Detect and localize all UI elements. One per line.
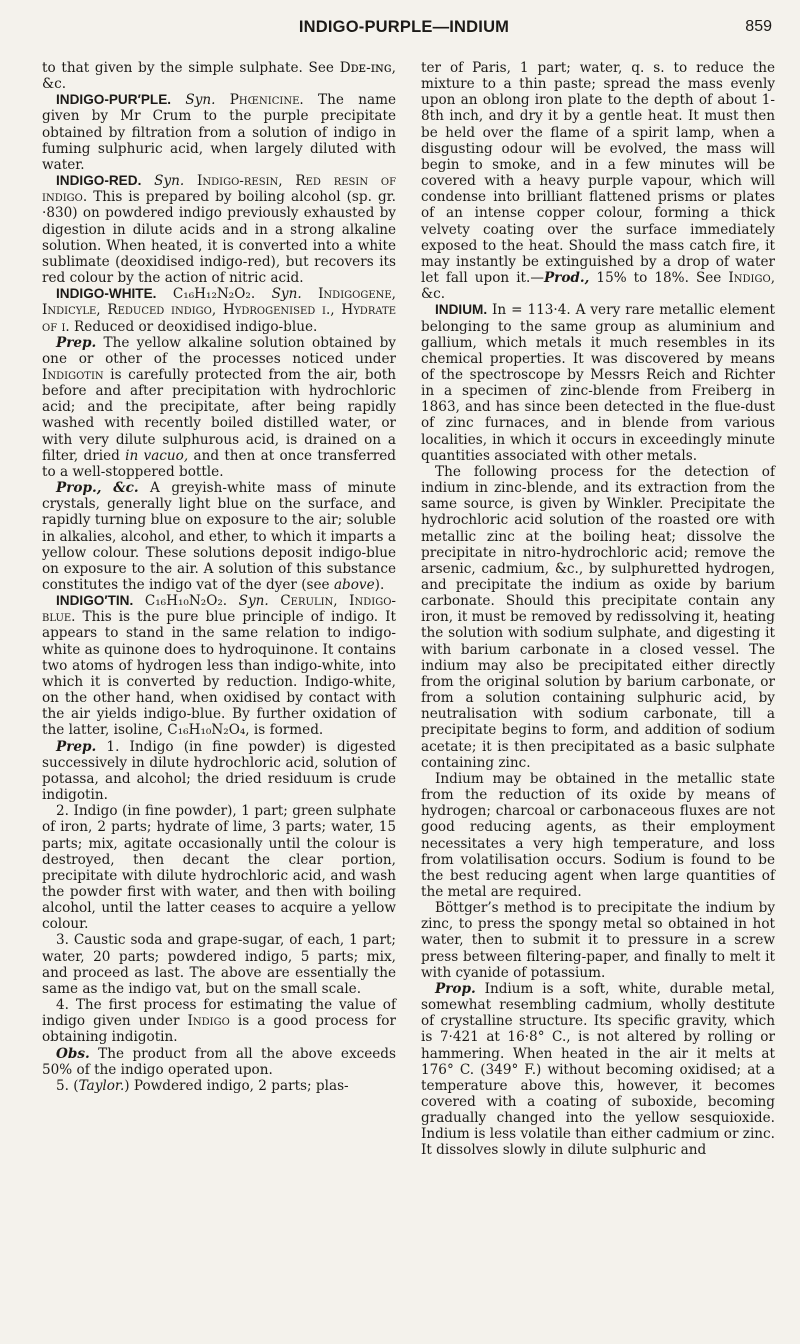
section-label: Prop., &c. [56,480,139,497]
method-paragraph [42,803,396,932]
text: , &c. [421,270,776,303]
method-paragraph [42,1078,396,1094]
entry-text: The name given by Mr Crum to the purple precipitate obtained by filtration from a solution of indigo in fuming sulphuric acid, when largely diluted with water. [42,92,396,173]
method-paragraph [42,997,396,1045]
section-label: Prop. [435,980,476,997]
headword: INDIGO-WHITE. [56,286,157,302]
entry-indigo-purple [42,92,396,173]
right-column [421,60,775,1159]
headword: INDIGO-PUR′PLE. [56,92,172,108]
italic-text: Prod., [543,270,590,287]
text: Indium is a soft, white, durable metal, somewhat resembling cadmium, wholly destitute of crystalline structure. Its specific gravity, which is 7·421 at 16·8° C., is not altered by rolling or hammering. When heated in the air it melts at 176° C. (349° F.) without becoming oxidised; at a temperature above this, however, it becomes covered with a coating of suboxide, becoming gradually changed into the yellow sesquioxide. Indium is less volatile than either cadmium or zinc. It dissolves slowly in dilute sulphuric and [421,980,775,1159]
process-paragraph [421,464,775,771]
formula: C₁₆H₁₀N₂O₂. [144,593,228,610]
text: 5. ( [56,1077,79,1094]
text: 1. Indigo (in fine powder) is digested successively in dilute hydrochloric acid, solution of potassa, and alcohol; the dried residuum is crude indigotin. [42,738,396,804]
left-column [42,60,396,1094]
synonym: Cerulin, Indigo-blue. [42,593,396,626]
synonym: Indigo-resin, Red resin of indigo. [42,173,397,206]
text: ). [374,577,385,593]
page-number: 859 [745,18,772,35]
entry-indigo-red [42,173,396,286]
page-header [36,6,772,50]
bottger-paragraph [421,900,775,981]
cross-reference: Indigotin [42,366,104,383]
italic-text: above [333,577,375,593]
entry-indium [421,302,775,464]
syn-label: Syn. [154,173,185,190]
method-paragraph [42,932,396,997]
text: ter of Paris, 1 part; water, q. s. to reduce the mixture to a thin paste; spread the mass evenly upon an oblong iron plate to the depth of about 1-8th inch, and dry it by a gentle heat. It must then be held over the flame of a spirit lamp, when a disgusting odour will be evolved, the mass will begin to smoke, and in a few minutes will be covered with a heavy purple vapour, which will condense into brilliant flattened prisms or plates of an intense copper colour, forming a thick velvety coating over the surface immediately exposed to the heat. Should the mass catch fire, it may instantly be extinguished by a drop of water let fall upon it.— [421,60,775,287]
entry-continuation [42,60,396,92]
text: The following process for the detection of indium in zinc-blende, and its extraction from the same source, is given by Winkler. Precipitate the hydrochloric acid solution of the roasted ore with metallic zinc at the boiling heat; dissolve the precipitate in nitro-hydrochloric acid; remove the arsenic, cadmium, &c., by sulphuretted hydrogen, and precipitate the indium as oxide by barium carbonate. Should this precipitate contain any iron, it must be removed by redissolving it, heating the solution with sodium sulphate, and digesting it with barium carbonate in a closed vessel. The indium may also be precipitated either directly from the original solution by barium carbonate, or from a solution containing sulphuric acid, by neutralisation with sodium carbonate, till a precipitate begins to form, and addition of sodium acetate; it is then precipitated as a basic sulphate containing zinc. [421,463,775,771]
entry-continuation [421,60,775,302]
formula: C₁₆H₁₂N₂O₂. [172,286,256,303]
italic-text: Taylor. [78,1077,125,1094]
entry-text: Reduced or deoxidised indigo-blue. [69,318,318,335]
synonym: Phœnicine. [229,92,304,109]
prep-paragraph [42,335,396,480]
section-label: Prep. [56,738,97,755]
text: The product from all the above exceeds 50% of the indigo operated upon. [42,1045,396,1078]
headword: INDIGO′TIN. [56,593,134,609]
text: ) Powdered indigo, 2 parts; plas- [124,1077,349,1094]
text: A greyish-white mass of minute crystals, generally light blue on the surface, and rapidly turning blue on exposure to the air; soluble in alkalies, alcohol, and ether, to which it imparts a yellow colour. These solutions deposit indigo-blue on exposure to the air. A solution of this substance constitutes the indigo vat of the dyer (see [42,480,397,593]
text: 4. The first process for estimating the value of indigo given under [42,997,396,1030]
section-label: Prep. [56,334,97,351]
prep-paragraph [42,739,396,804]
obs-paragraph [42,1046,396,1078]
section-label: Obs. [56,1045,90,1062]
cross-reference: Indigo [187,1013,230,1030]
syn-label: Syn. [271,286,302,303]
headword: INDIUM. [435,302,488,318]
cross-reference: Indigo [728,270,771,287]
text: Indium may be obtained in the metallic state from the reduction of its oxide by means of hydrogen; charcoal or carbonaceous fluxes are not good reducing agents, as their employment necessitates a very high temperature, and loss from volatilisation occurs. Sodium is found to be the best reducing agent when large quantities of the metal are required. [421,770,775,900]
text: is a good process for obtaining indigotin. [42,1013,396,1046]
text: 3. Caustic soda and grape-sugar, of each, 1 part; water, 20 parts; powdered indigo, 5 parts; mix, and proceed as last. The above are essentially the same as the indigo vat, but on the small scale. [42,932,396,997]
headword: INDIGO-RED. [56,173,142,189]
synonym: Indigogene, Indicyle, Reduced indigo, Hydrogenised i., Hydrate of i. [42,286,396,335]
entry-indigo-white [42,286,396,334]
prop-paragraph [42,480,396,593]
text: to that given by the simple sulphate. See Dᴅᴇ‑ɪɴɢ, &c. [42,60,396,93]
italic-text: in vacuo, [125,447,189,464]
text: and then at once transferred to a well-stoppered bottle. [42,447,396,480]
text: The yellow alkaline solution obtained by one or other of the processes noticed under [42,334,396,367]
running-head: INDIGO-PURPLE—INDIUM [298,18,510,36]
prop-paragraph [421,981,775,1159]
reduction-paragraph [421,771,775,900]
entry-text: In = 113·4. A very rare metallic element belonging to the same group as aluminium and gallium, which metals it much resembles in its chemical properties. It was discovered by means of the spectroscope by Messrs Reich and Richter in a specimen of zinc-blende from Freiberg in 1863, and has since been detected in the flue-dust of zinc furnaces, and in blende from various localities, in which it occurs in exceedingly minute quantities associated with other metals. [421,302,775,464]
entry-text: This is the pure blue principle of indigo. It appears to stand in the same relation to indigo-white as quinone does to hydroquinone. It contains two atoms of hydrogen less than indigo-white, into which it is converted by reduction. Indigo-white, on the other hand, when oxidised by contact with the air yields indigo-blue. By further oxidation of the latter, isoline, C₁₆H₁₀N₂O₄, is formed. [42,609,396,739]
syn-label: Syn. [185,92,216,109]
entry-indigotin [42,593,396,738]
text: 15% to 18%. See [589,270,729,287]
entry-text: This is prepared by boiling alcohol (sp. gr. ·830) on powdered indigo previously exhausted by digestion in dilute acids and in a strong alkaline solution. When heated, it is converted into a white sublimate (deoxidised indigo-red), but recovers its red colour by the action of nitric acid. [42,189,396,287]
text: is carefully protected from the air, both before and after precipitation with hydrochloric acid; and the precipitate, after being rapidly washed with recently boiled distilled water, or with very dilute sulphurous acid, is drained on a filter, dried [42,366,396,464]
syn-label: Syn. [238,593,269,610]
text: Böttger’s method is to precipitate the indium by zinc, to press the spongy metal so obtained in hot water, then to submit it to pressure in a screw press between filtering-paper, and finally to melt it with cyanide of potassium. [421,900,775,981]
text: 2. Indigo (in fine powder), 1 part; green sulphate of iron, 2 parts; hydrate of lime, 3 parts; water, 15 parts; mix, agitate occasionally until the colour is destroyed, then decant the clear portion, precipitate with dilute hydrochloric acid, and wash the powder first with water, and then with boiling alcohol, until the latter ceases to acquire a yellow colour. [42,803,396,933]
